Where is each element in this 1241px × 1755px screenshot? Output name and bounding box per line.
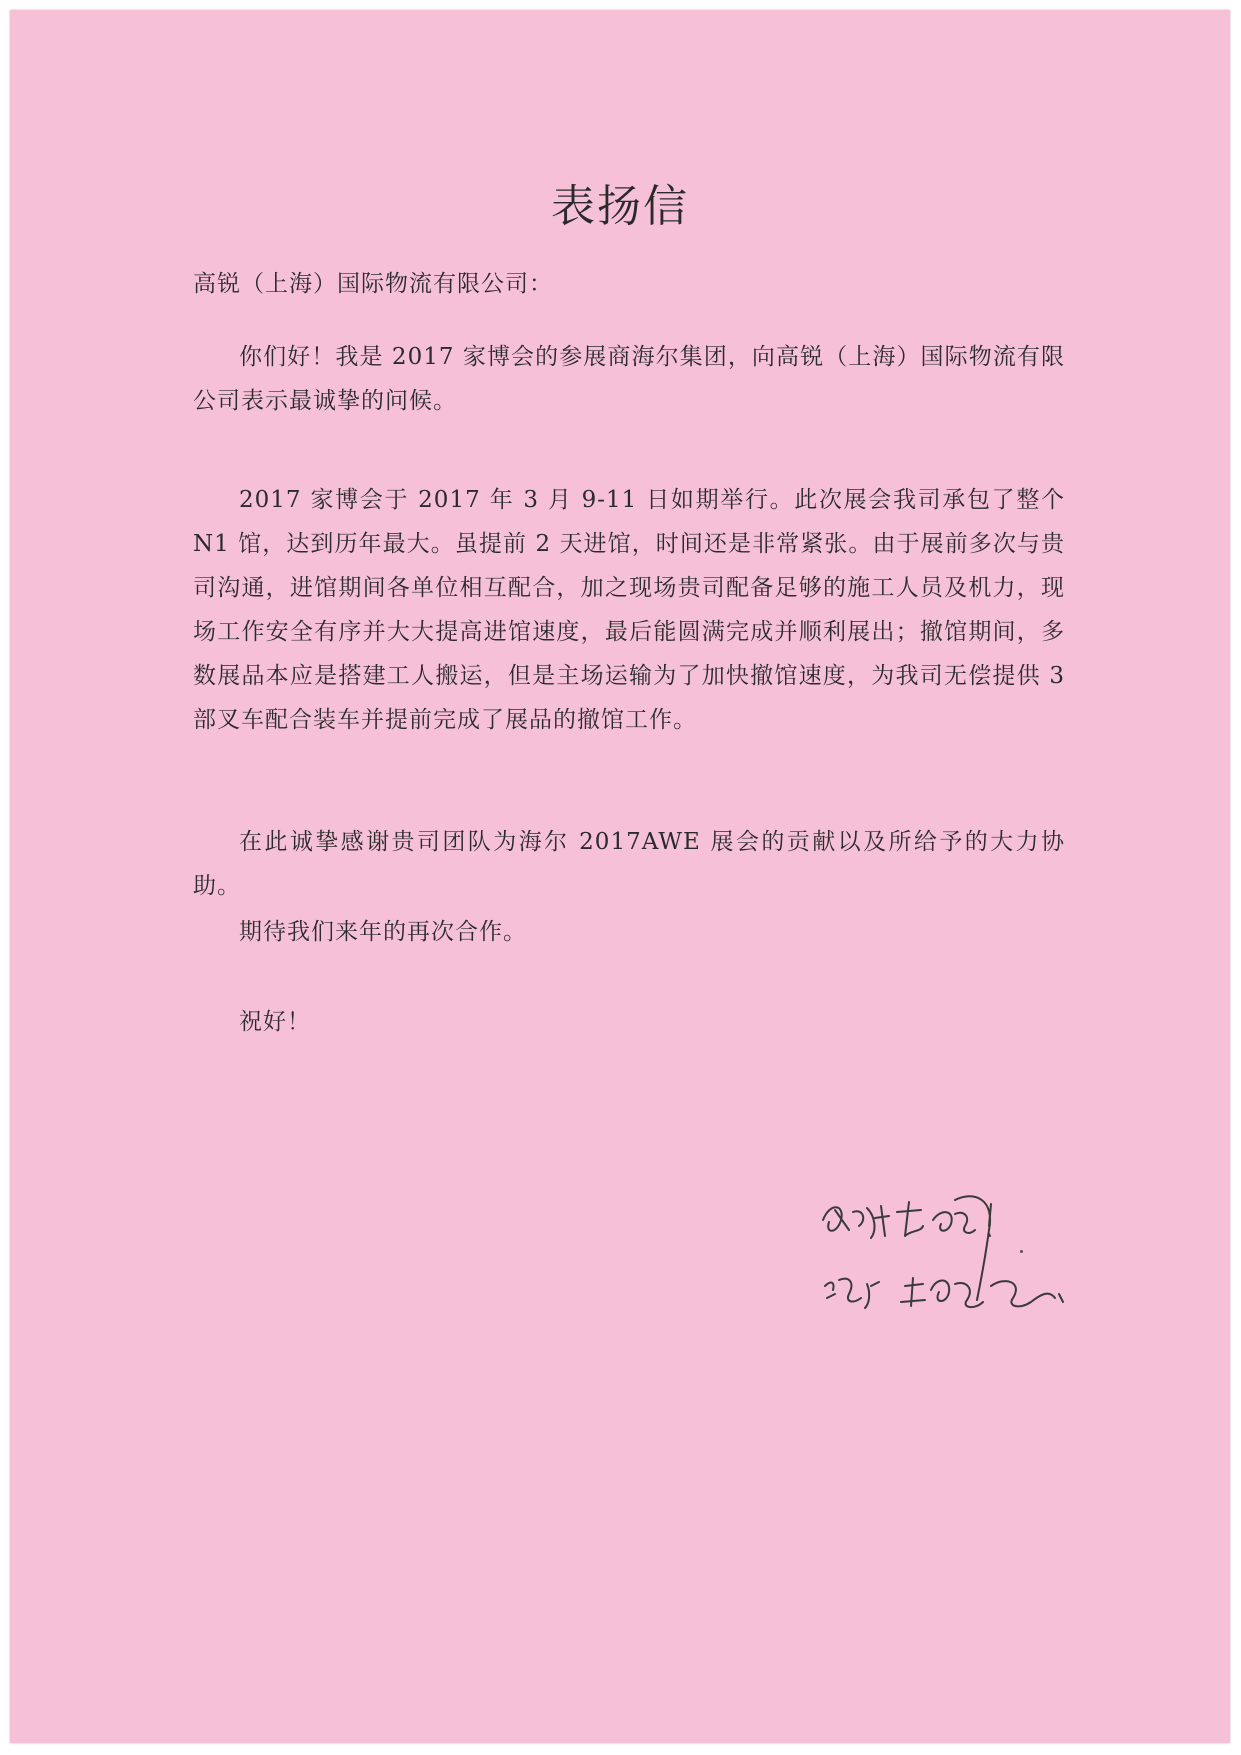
paragraph-greeting: 你们好！我是 2017 家博会的参展商海尔集团，向高锐（上海）国际物流有限公司表示最诚挚的问候。 bbox=[193, 344, 1065, 414]
letter-title: 表扬信 bbox=[551, 181, 689, 232]
paragraph-closing: 祝好！ bbox=[239, 1009, 311, 1035]
paragraph-body: 2017 家博会于 2017 年 3 月 9-11 日如期举行。此次展会我司承包了整个 N1 馆，达到历年最大。虽提前 2 天进馆，时间还是非常紧张。由于展前多次与贵司沟通，进馆期间各单位相互配合，加之现场贵司配备足够的施工人员及机力，现场工作安全有序并大大提高进馆速度，最后能圆满完成并顺利展出；撤馆期间，多数展品本应是搭建工人搬运，但是主场运输为了加快撤馆速度，为我司无偿提供 3 部叉车配合装车并提前完成了展品的撤馆工作。 bbox=[193, 487, 1065, 733]
paper-speck bbox=[1020, 1250, 1023, 1253]
handwritten-signature bbox=[805, 1190, 1165, 1340]
paragraph-thanks: 在此诚挚感谢贵司团队为海尔 2017AWE 展会的贡献以及所给予的大力协助。 bbox=[193, 829, 1065, 899]
salutation: 高锐（上海）国际物流有限公司： bbox=[193, 271, 553, 297]
letter-sheet bbox=[10, 10, 1230, 1743]
signature-scribble bbox=[805, 1190, 1165, 1340]
paragraph-future: 期待我们来年的再次合作。 bbox=[239, 919, 527, 945]
